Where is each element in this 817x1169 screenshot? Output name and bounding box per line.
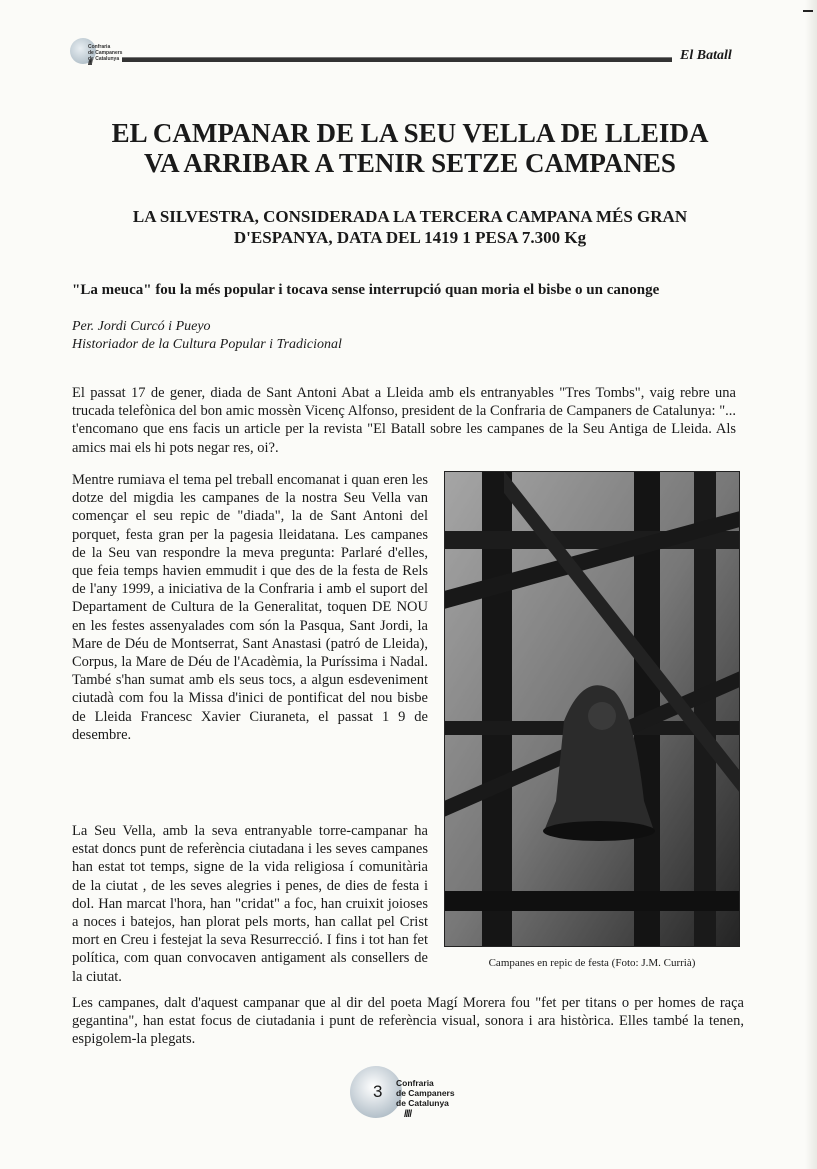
title-line-2: VA ARRIBAR A TENIR SETZE CAMPANES	[144, 148, 676, 178]
footer-logo-bars: ////	[404, 1109, 412, 1120]
article-lead: "La meuca" fou la més popular i tocava sense interrupció quan moria el bisbe o un canonge	[72, 282, 660, 298]
page-mark	[803, 10, 813, 12]
footer-org-name	[396, 1078, 455, 1108]
page-number: 3	[373, 1082, 383, 1101]
intro-paragraph: El passat 17 de gener, diada de Sant Antoni Abat a Lleida amb els entranyables "Tres Tombs", vaig rebre una trucada telefònica del bon amic mossèn Vicenç Alfonso, president de la Confraria de Campaners de Catalunya: "... t'encomano que ens facis un article per la revista "El Batall sobre les campanes de la Seu Antiga de Lleida. Als amics mai els hi pots negar res, oi?.	[72, 385, 736, 456]
confraria-logo	[70, 38, 122, 68]
title-line-1: EL CAMPANAR DE LA SEU VELLA DE LLEIDA	[111, 118, 709, 148]
logo-bars: ////	[88, 60, 92, 67]
bell-tower-photo-image	[444, 471, 740, 947]
logo-text: Confraria de Campaners de Catalunya	[88, 44, 123, 62]
magazine-name: El Batall	[680, 48, 732, 63]
footer-org-line-3: de Catalunya	[396, 1098, 449, 1108]
byline	[72, 318, 342, 354]
bells-photo	[444, 471, 740, 947]
page-edge	[805, 0, 817, 1169]
article-subtitle	[80, 206, 740, 248]
body-paragraph-1: Mentre rumiava el tema pel treball encomanat i quan eren les dotze del migdia les campanes de la nostra Seu Vella van començar el seu repic de "diada", la de Sant Antoni del porquet, festa gran per la pagesia lleidatana. Les campanes de la Seu van respondre la meva pregunta: Parlaré d'elles, que feia temps havien emmudit i que des de la festa de Rels de l'any 1999, a iniciativa de la Confraria i amb el suport del Departament de Cultura de la Generalitat, toquen DE NOU en les festes assenyalades com són la Pasqua, Sant Jordi, la Mare de Déu de Montserrat, Sant Anastasi (patró de Lleida), Corpus, la Mare de Déu de l'Acadèmia, la Puríssima i Nadal. També s'han sumat amb els seus tocs, a algun esdeveniment ciutadà com fou la Missa d'inici de pontificat del nou bisbe de Lleida Francesc Xavier Ciuraneta, el passat 1 9 de desembre.	[72, 472, 428, 743]
footer-org-line-2: de Campaners	[396, 1088, 455, 1098]
subtitle-line-1: LA SILVESTRA, CONSIDERADA LA TERCERA CAMPANA MÉS GRAN	[132, 207, 688, 226]
footer-org-line-1: Confraria	[396, 1078, 434, 1088]
body-paragraph-2: La Seu Vella, amb la seva entranyable torre-campanar ha estat doncs punt de referència ciutadana i les seves campanes han estat tot temps, signe de la vida religiosa í comunitària de la ciutat , de les seves alegries i penes, de dies de festa i dol. Han marcat l'hora, han "cridat" a foc, han cruixit joioses a noces i batejos, han plorat pels morts, han callat pel Crist mort en Creu i festejat la seva Resurrecció. I fins i tot han fet política, com quan convocaven antigament als consellers de la ciutat.	[72, 823, 428, 985]
header-rule	[122, 57, 672, 62]
author-name: Per. Jordi Curcó i Pueyo	[72, 319, 211, 334]
author-role: Historiador de la Cultura Popular i Tradicional	[72, 337, 342, 352]
photo-caption: Campanes en repic de festa (Foto: J.M. Currià)	[488, 957, 696, 969]
article-title	[40, 118, 780, 178]
body-paragraph-3: Les campanes, dalt d'aquest campanar que al dir del poeta Magí Morera fou "fet per titans o per homes de raça gegantina", han estat focus de ciutadania i punt de referència visual, sonora i ara històrica. Elles també la tenen, espigolem-la plegats.	[72, 995, 744, 1048]
page-footer	[348, 1062, 478, 1128]
subtitle-line-2: D'ESPANYA, DATA DEL 1419 1 PESA 7.300 Kg	[233, 228, 587, 247]
